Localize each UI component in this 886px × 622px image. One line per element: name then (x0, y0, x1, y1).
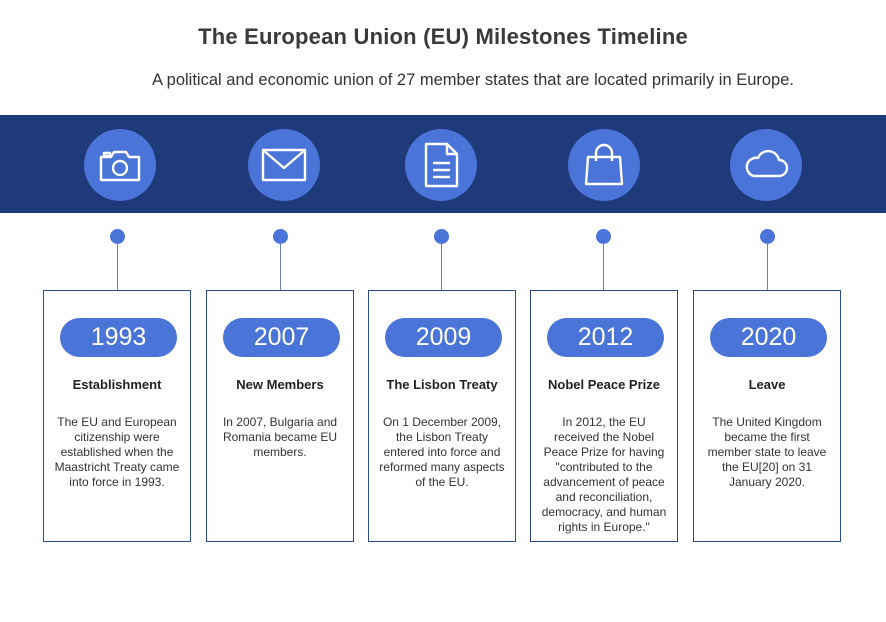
timeline-dot (110, 229, 125, 244)
milestone-heading: The Lisbon Treaty (386, 377, 498, 392)
year-badge: 2009 (385, 318, 502, 357)
milestone-description: In 2012, the EU received the Nobel Peace Prize for having "contributed to the advancement of peace and reconciliation, democracy, and human rights in Europe." (541, 415, 667, 534)
milestone-card-2009 (368, 290, 516, 542)
year-badge: 2012 (547, 318, 664, 357)
milestone-description: The United Kingdom became the first member state to leave the EU[20] on 31 January 2020. (707, 415, 827, 489)
milestone-card-2020 (693, 290, 841, 542)
page-subtitle: A political and economic union of 27 member states that are located primarily in Europe. (151, 71, 794, 89)
timeline-connector (603, 243, 604, 291)
timeline-dot (760, 229, 775, 244)
milestone-heading: Establishment (72, 377, 162, 392)
timeline-connector (117, 243, 118, 291)
timeline-dot (273, 229, 288, 244)
camera-icon (84, 129, 156, 201)
shopping-bag-icon (568, 129, 640, 201)
page-title: The European Union (EU) Milestones Timeline (198, 24, 688, 49)
milestone-heading: New Members (236, 377, 324, 392)
milestone-description: In 2007, Bulgaria and Romania became EU members. (222, 415, 338, 459)
milestone-description: The EU and European citizenship were established when the Maastricht Treaty came into force in 1993. (54, 415, 180, 489)
timeline-connector (767, 243, 768, 291)
timeline-dot (434, 229, 449, 244)
timeline-connector (280, 243, 281, 291)
milestone-card-2012 (530, 290, 678, 542)
timeline-dot (596, 229, 611, 244)
cloud-icon (730, 129, 802, 201)
timeline-connector (441, 243, 442, 291)
year-badge: 2007 (223, 318, 340, 357)
envelope-icon (248, 129, 320, 201)
milestone-card-1993 (43, 290, 191, 542)
year-badge: 1993 (60, 318, 177, 357)
milestone-heading: Nobel Peace Prize (548, 377, 660, 392)
milestone-description: On 1 December 2009, the Lisbon Treaty entered into force and reformed many aspects of the EU. (379, 415, 505, 489)
document-icon (405, 129, 477, 201)
milestone-heading: Leave (748, 377, 786, 392)
year-badge: 2020 (710, 318, 827, 357)
milestone-card-2007 (206, 290, 354, 542)
